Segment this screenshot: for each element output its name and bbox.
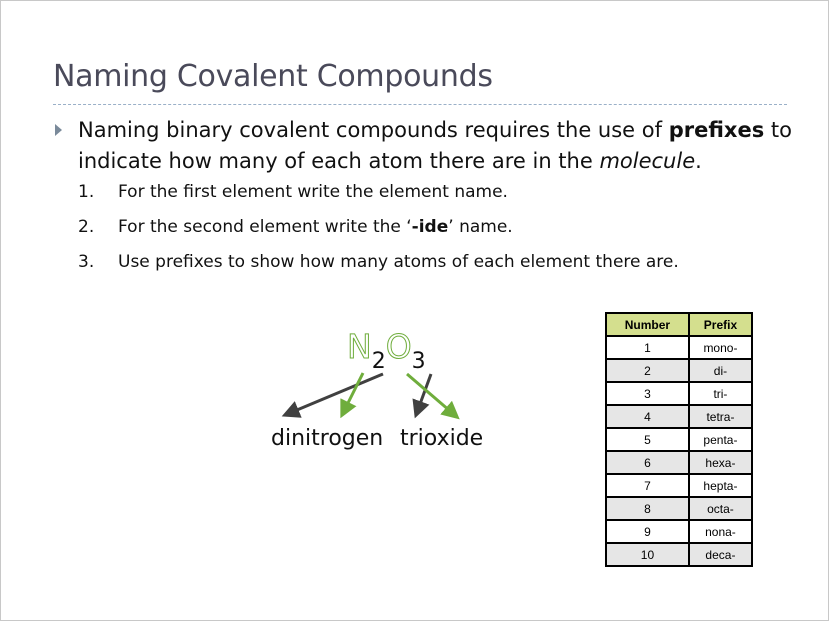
step-text-a: For the first element write the element name. bbox=[118, 182, 508, 202]
step-number: 1. bbox=[78, 182, 95, 202]
cell-number: 2 bbox=[606, 359, 689, 382]
header-prefix: Prefix bbox=[689, 313, 752, 336]
arrow-nitrogen-to-first bbox=[342, 373, 363, 415]
table-row bbox=[606, 520, 752, 543]
cell-prefix: octa- bbox=[689, 497, 752, 520]
bullet-text-2: to indicate how many of each atom there are in the bbox=[78, 118, 792, 173]
formula-element-2: O bbox=[385, 327, 412, 366]
table-row bbox=[606, 359, 752, 382]
cell-number: 5 bbox=[606, 428, 689, 451]
table-row bbox=[606, 543, 752, 566]
bullet-text-3: . bbox=[695, 149, 702, 173]
formula-subscript-2: 3 bbox=[411, 349, 426, 374]
table-row bbox=[606, 405, 752, 428]
arrow-oxygen-to-second bbox=[407, 374, 457, 417]
step-number: 3. bbox=[78, 252, 95, 272]
bullet-italic-molecule: molecule bbox=[599, 149, 696, 173]
cell-number: 1 bbox=[606, 336, 689, 359]
cell-prefix: tetra- bbox=[689, 405, 752, 428]
cell-number: 3 bbox=[606, 382, 689, 405]
compound-name-first: dinitrogen bbox=[271, 426, 384, 451]
table-row bbox=[606, 382, 752, 405]
table-row bbox=[606, 474, 752, 497]
cell-number: 8 bbox=[606, 497, 689, 520]
table-header-row bbox=[606, 313, 752, 336]
cell-number: 4 bbox=[606, 405, 689, 428]
step-number: 2. bbox=[78, 217, 95, 237]
cell-prefix: hexa- bbox=[689, 451, 752, 474]
cell-prefix: nona- bbox=[689, 520, 752, 543]
cell-prefix: tri- bbox=[689, 382, 752, 405]
step-text-bold: -ide bbox=[411, 217, 449, 237]
cell-number: 10 bbox=[606, 543, 689, 566]
header-number: Number bbox=[606, 313, 689, 336]
table-row bbox=[606, 451, 752, 474]
table-row bbox=[606, 428, 752, 451]
prefix-table-body bbox=[606, 336, 752, 566]
cell-prefix: di- bbox=[689, 359, 752, 382]
formula-element-1: N bbox=[347, 327, 372, 366]
cell-prefix: hepta- bbox=[689, 474, 752, 497]
cell-number: 9 bbox=[606, 520, 689, 543]
compound-name-second: trioxide bbox=[400, 426, 484, 451]
cell-number: 7 bbox=[606, 474, 689, 497]
cell-prefix: penta- bbox=[689, 428, 752, 451]
step-text-b: ’ name. bbox=[448, 217, 513, 237]
formula-subscript-1: 2 bbox=[371, 349, 386, 374]
bullet-bold-prefixes: prefixes bbox=[668, 118, 765, 142]
step-text-a: Use prefixes to show how many atoms of each element there are. bbox=[118, 252, 679, 272]
arrow-subscript-2-to-first bbox=[285, 374, 383, 415]
table-row bbox=[606, 336, 752, 359]
bullet-text-1: Naming binary covalent compounds requires the use of bbox=[78, 118, 669, 142]
cell-prefix: mono- bbox=[689, 336, 752, 359]
cell-number: 6 bbox=[606, 451, 689, 474]
slide-title: Naming Covalent Compounds bbox=[53, 59, 493, 94]
cell-prefix: deca- bbox=[689, 543, 752, 566]
table-row bbox=[606, 497, 752, 520]
prefix-table bbox=[605, 312, 753, 567]
step-text-a: For the second element write the ‘ bbox=[118, 217, 412, 237]
